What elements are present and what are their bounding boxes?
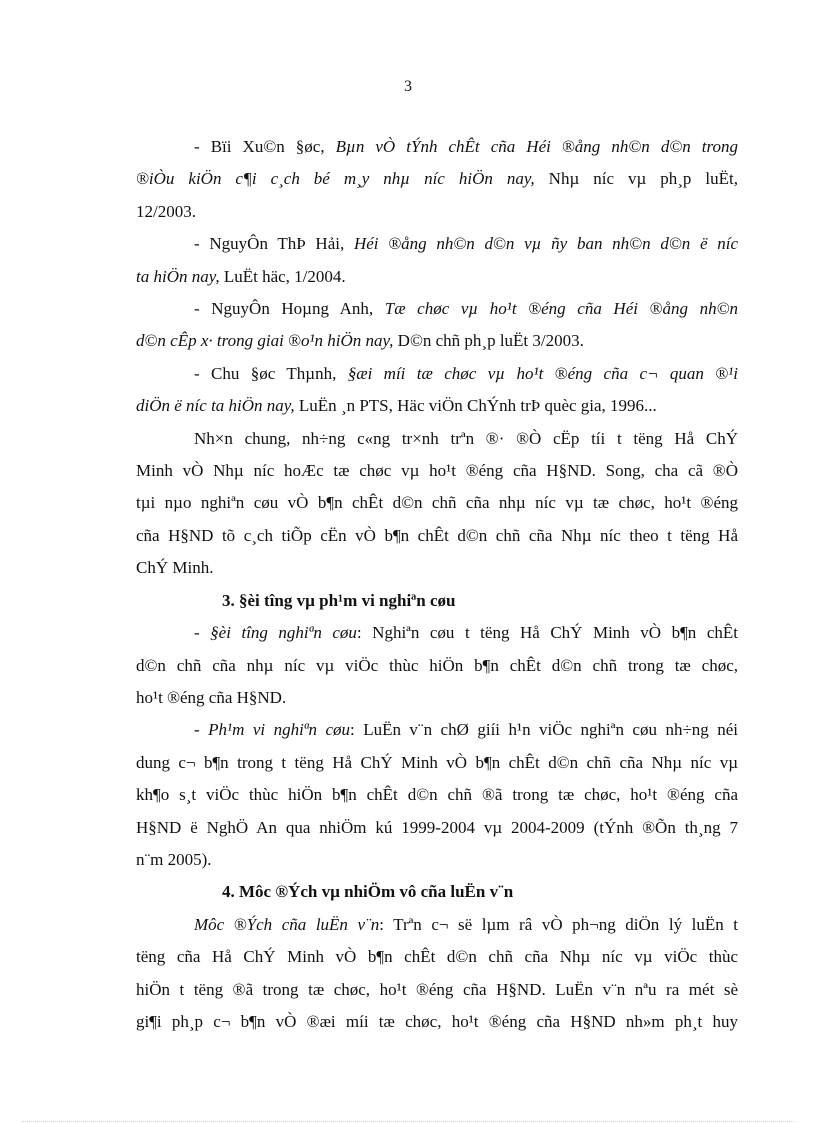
scope-line: kh¶o s¸t viÖc thùc hiÖn b¶n chÊt d©n chñ ®ã trong tæ chøc, ho¹t ®éng cña [136, 785, 738, 805]
object-line: ho¹t ®éng cña H§ND. [136, 687, 287, 707]
object-label: - §èi tîng nghiªn cøu [194, 623, 357, 643]
reference-text: - NguyÔn Hoµng Anh, [194, 299, 385, 319]
reference-list [136, 131, 738, 423]
purpose-label: Môc ®Ých cña luËn v¨n [194, 914, 380, 934]
reference-title: §æi míi tæ chøc vµ ho¹t ®éng cña c¬ quan ®¹i [347, 363, 738, 383]
reference-title: Bµn vÒ tÝnh chÊt cña Héi ®ång nh©n d©n trong [335, 137, 739, 156]
summary-line: tµi nµo nghiªn cøu vÒ b¶n chÊt d©n chñ cña nhµ níc vµ tæ chøc, ho¹t ®éng [136, 493, 738, 513]
reference-line [136, 131, 738, 163]
reference-text: - Chu §øc Thµnh, [194, 363, 348, 383]
reference-title: Héi ®ång nh©n d©n vµ ñy ban nh©n d©n ë níc [353, 234, 738, 254]
reference-title: d©n cÊp x· trong giai ®o¹n hiÖn nay, [136, 331, 394, 351]
scope-line: H§ND ë NghÖ An qua nhiÖm kú 1999-2004 vµ 2004-2009 (tÝnh ®Õn th¸ng 7 [136, 817, 738, 837]
summary-line: Minh vÒ Nhµ níc hoÆc tæ chøc vµ ho¹t ®éng cña H§ND. Song, cha cã ®Ò [136, 461, 738, 481]
reference-line [136, 228, 738, 260]
purpose-paragraph [136, 909, 738, 1039]
summary-paragraph [136, 423, 738, 585]
reference-title: Tæ chøc vµ ho¹t ®éng cña Héi ®ång nh©n [384, 299, 738, 319]
page-number: 3 [404, 78, 412, 95]
reference-line [136, 293, 738, 325]
reference-title: diÖn ë níc ta hiÖn nay, [136, 396, 295, 416]
reference-entry [136, 131, 738, 228]
reference-line [136, 390, 738, 422]
reference-entry [136, 358, 738, 423]
summary-line: Nh×n chung, nh÷ng c«ng tr×nh trªn ®· ®Ò cËp tíi t tëng Hå ChÝ [194, 428, 738, 448]
purpose-line: tëng cña Hå ChÝ Minh vÒ b¶n chÊt d©n chñ cña Nhµ níc vµ viÖc thùc [136, 947, 738, 967]
summary-line: cña H§ND tõ c¸ch tiÕp cËn vÒ b¶n chÊt d©n chñ cña Nhµ níc theo t tëng Hå [136, 525, 738, 545]
scope-line: dung c¬ b¶n trong t tëng Hå ChÝ Minh vÒ b¶n chÊt d©n chñ cña Nhµ níc vµ [136, 752, 738, 772]
reference-text: D©n chñ ph¸p luËt 3/2003. [393, 331, 584, 351]
scope-paragraph [136, 714, 738, 876]
reference-entry [136, 293, 738, 358]
reference-text: LuËt häc, 1/2004. [219, 266, 346, 286]
reference-line [136, 163, 738, 195]
reference-title: ta hiÖn nay, [136, 266, 220, 286]
reference-text: - NguyÔn ThÞ Hải, [194, 234, 354, 254]
object-line: d©n chñ cña nhµ níc vµ viÖc thùc hiÖn b¶n chÊt d©n chñ trong tæ chøc, [136, 655, 738, 675]
scope-line: n¨m 2005). [136, 849, 212, 869]
reference-line [136, 325, 738, 357]
reference-text: LuËn ¸n PTS, Häc viÖn ChÝnh trÞ quèc gia, 1996... [294, 396, 657, 416]
scope-text: : LuËn v¨n chØ giíi h¹n viÖc nghiªn cøu nh÷ng néi [350, 720, 739, 740]
summary-line: ChÝ Minh. [136, 558, 214, 578]
reference-text: Nhµ níc vµ ph¸p luËt, [534, 169, 738, 189]
object-line [136, 617, 738, 649]
object-text: : Nghiªn cøu t tëng Hå ChÝ Minh vÒ b¶n chÊt [356, 623, 738, 643]
purpose-line: hiÖn t tëng ®ã trong tæ chøc, ho¹t ®éng cña H§ND. LuËn v¨n nªu ra mét sè [136, 979, 738, 999]
scope-line [136, 714, 738, 746]
purpose-line [136, 909, 738, 941]
reference-entry [136, 228, 738, 293]
purpose-text: : Trªn c¬ së lµm râ vÒ ph¬ng diÖn lý luËn t [379, 914, 739, 934]
reference-line [136, 261, 738, 293]
purpose-line: gi¶i ph¸p c¬ b¶n vÒ ®æi míi tæ chøc, ho¹t ®éng cña H§ND nh»m ph¸t huy [136, 1011, 738, 1031]
reference-line [136, 196, 738, 228]
reference-text: - Bïi Xu©n §øc, [194, 137, 336, 156]
section-heading-4: 4. Môc ®Ých vµ nhiÖm vô cña luËn v¨n [222, 882, 514, 902]
reference-line [136, 358, 738, 390]
reference-title: ®iÒu kiÖn c¶i c¸ch bé m¸y nhµ níc hiÖn nay, [136, 169, 535, 189]
document-body [136, 131, 738, 1038]
reference-text: 12/2003. [136, 201, 196, 221]
scope-label: - Ph¹m vi nghiªn cøu [194, 720, 351, 740]
object-of-study-paragraph [136, 617, 738, 714]
section-heading-3: 3. §èi tîng vµ ph¹m vi nghiªn cøu [222, 590, 456, 610]
page-bottom-rule [22, 1121, 794, 1122]
